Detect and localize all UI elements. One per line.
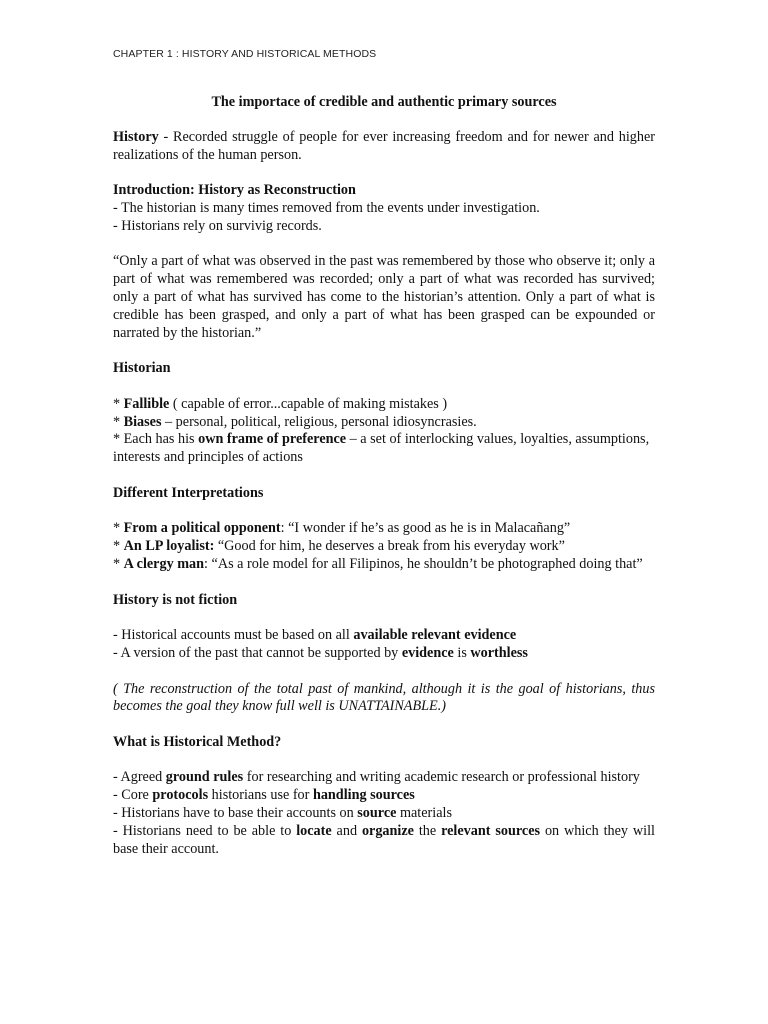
history-term: History (113, 128, 159, 145)
interpretations-heading: Different Interpretations (113, 484, 264, 501)
history-definition: History - Recorded struggle of people for ever increasing freedom and for newer and higher realizations of the human person. (113, 128, 655, 163)
intro-item: - The historian is many times removed from the events under investigation. (113, 199, 540, 216)
fiction-note: ( The reconstruction of the total past of mankind, although it is the goal of historians, thus becomes the goal they know full well is UNATTAINABLE.) (113, 680, 655, 715)
fiction-item: - Historical accounts must be based on all available relevant evidence (113, 627, 517, 644)
method-item: - Agreed ground rules for researching and writing academic research or professional history (113, 769, 640, 786)
interpretation-clergy: * A clergy man: “As a role model for all Filipinos, he shouldn’t be photographed doing that” (113, 555, 643, 572)
fiction-item: - A version of the past that cannot be supported by evidence is worthless (113, 644, 528, 661)
frame-item-continued: interests and principles of actions (113, 449, 303, 466)
method-item: - Historians need to be able to locate and organize the relevant sources on which they will base their account. (113, 822, 655, 857)
interpretation-opponent: * From a political opponent: “I wonder if he’s as good as he is in Malacañang” (113, 520, 571, 537)
intro-heading: Introduction: History as Reconstruction (113, 182, 356, 199)
method-item: - Core protocols historians use for handling sources (113, 787, 415, 804)
method-item: - Historians have to base their accounts on source materials (113, 805, 452, 822)
method-heading: What is Historical Method? (113, 733, 282, 750)
document-title: The importace of credible and authentic primary sources (211, 94, 557, 110)
interpretation-loyalist: * An LP loyalist: “Good for him, he deserves a break from his everyday work” (113, 538, 565, 555)
intro-item: - Historians rely on survivig records. (113, 217, 322, 234)
page-header: CHAPTER 1 : HISTORY AND HISTORICAL METHODS (113, 48, 377, 60)
biases-item: * Biases – personal, political, religious, personal idiosyncrasies. (113, 413, 477, 430)
document-body (113, 94, 655, 858)
fallible-item: * Fallible ( capable of error...capable of making mistakes ) (113, 395, 448, 412)
fiction-heading: History is not fiction (113, 591, 238, 608)
frame-item: * Each has his own frame of preference – a set of interlocking values, loyalties, assumptions, (113, 431, 650, 448)
historian-heading: Historian (113, 360, 171, 377)
historian-quote: “Only a part of what was observed in the past was remembered by those who observe it; only a part of what was remembered was recorded; only a part of what was recorded has survived; only a part of what has survived has come to the historian’s attention. Only a part of what is credible has been grasped, and only a part of what has been grasped can be expounded or narrated by the historian.” (113, 253, 655, 341)
